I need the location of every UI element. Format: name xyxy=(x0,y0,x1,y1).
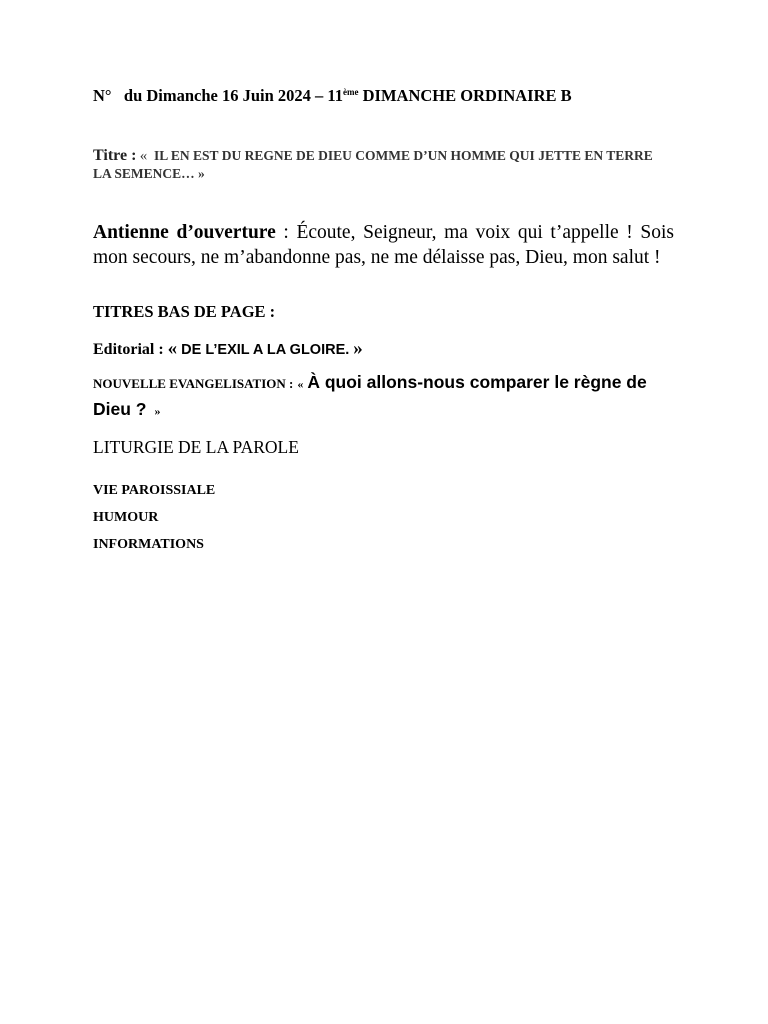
section-humour: HUMOUR xyxy=(93,510,159,525)
issue-date: du Dimanche 16 Juin 2024 – 11 xyxy=(123,86,344,105)
editorial-close-quote: » xyxy=(353,338,363,359)
editorial-line xyxy=(93,338,674,360)
editorial-label: Editorial : xyxy=(93,341,164,358)
evangelisation-line xyxy=(93,370,674,424)
sunday-name: DIMANCHE ORDINAIRE B xyxy=(362,86,572,105)
titres-bas-heading: TITRES BAS DE PAGE : xyxy=(93,302,276,321)
section-liturgie: LITURGIE DE LA PAROLE xyxy=(93,437,299,457)
evangelisation-open-quote: « xyxy=(297,377,304,391)
section-informations: INFORMATIONS xyxy=(93,537,204,552)
editorial-open-quote: « xyxy=(167,338,178,359)
ordinal-suffix: ème xyxy=(343,87,359,97)
titre-close-quote: » xyxy=(198,166,205,181)
issue-number-label: N° xyxy=(93,86,112,105)
section-vie-paroissiale: VIE PAROISSIALE xyxy=(93,483,216,498)
titre-open-quote: « xyxy=(139,148,148,164)
titre-line xyxy=(93,147,674,183)
evangelisation-label: NOUVELLE EVANGELISATION : xyxy=(93,376,294,391)
titre-label: Titre : xyxy=(93,147,137,164)
evangelisation-close-quote: » xyxy=(154,404,161,418)
antienne-text: Écoute, Seigneur, ma voix qui t’appelle ! Sois mon secours, ne m’abandonne pas, ne me délaisse pas, Dieu, mon salut ! xyxy=(93,222,675,268)
antienne-label: Antienne d’ouverture xyxy=(93,222,276,243)
titre-text: IL EN EST DU REGNE DE DIEU COMME D’UN HOMME QUI JETTE EN TERRE LA SEMENCE… xyxy=(93,148,653,181)
issue-header xyxy=(93,86,674,106)
editorial-text: DE L’EXIL A LA GLOIRE. xyxy=(181,342,350,358)
antienne-paragraph xyxy=(93,221,674,270)
evangelisation-text: À quoi allons-nous comparer le règne de Dieu ? xyxy=(93,372,647,419)
antienne-separator: : xyxy=(275,222,297,243)
